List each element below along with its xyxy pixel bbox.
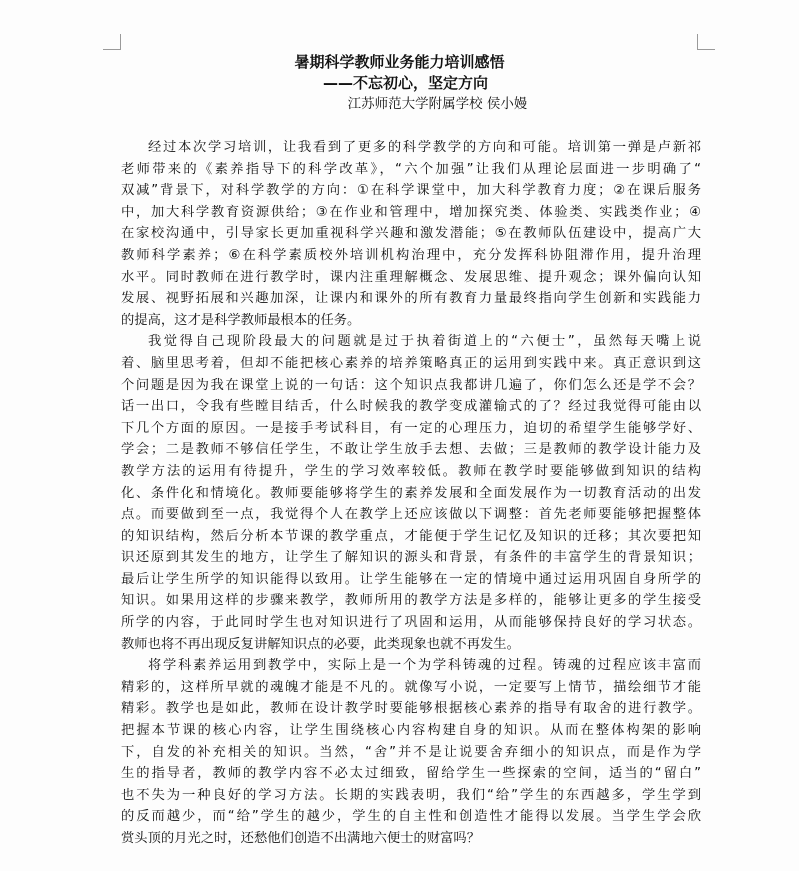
document-body bbox=[121, 137, 701, 850]
paragraph-line: 发展、视野拓展和兴趣加深，让课内和课外的所有教育力量最终指向学生创新和实践能力 bbox=[121, 291, 701, 307]
paragraph-line: 着、脑里思考着，但却不能把核心素养的培养策略真正的运用到实践中来。真正意识到这 bbox=[121, 355, 701, 371]
paragraph-line: 个问题是因为我在课堂上说的一句话：这个知识点我都讲几遍了，你们怎么还是学不会？ bbox=[121, 377, 701, 393]
paragraph-line: 的知识结构，然后分析本节课的教学重点，才能便于学生记忆及知识的迁移；其次要把知 bbox=[121, 528, 701, 544]
paragraph-line: 教师也将不再出现反复讲解知识点的必要，此类现象也就不再发生。 bbox=[121, 636, 520, 652]
paragraph-line: 教师科学素养；⑥在科学素质校外培训机构治理中，充分发挥科协阻滞作用，提升治理 bbox=[121, 247, 701, 263]
paragraph-line: 教学方法的运用有待提升，学生的学习效率较低。教师在教学时要能够做到知识的结构 bbox=[121, 463, 701, 479]
paragraph-line: 点。而要做到至一点，我觉得个人在教学上还应该做以下调整：首先老师要能够把握整体 bbox=[121, 507, 701, 523]
paragraph-line: 老师带来的《素养指导下的科学改革》，“六个加强”让我们从理论层面进一步明确了“ bbox=[121, 161, 701, 177]
paragraph-line: 中，加大科学教育资源供给；③在作业和管理中，增加探究类、体验类、实践类作业；④ bbox=[121, 204, 701, 220]
paragraph-line: 下，自发的补充相关的知识。当然，“舍”并不是让说要舍弃细小的知识点，而是作为学 bbox=[121, 744, 701, 760]
paragraph bbox=[121, 655, 701, 849]
paragraph-line: 也不失为一种良好的学习方法。长期的实践表明，我们“给”学生的东西越多，学生学到 bbox=[121, 787, 701, 803]
paragraph-line: 赏头顶的月光之时，还愁他们创造不出满地六便士的财富吗？ bbox=[121, 831, 481, 846]
crop-mark-top-right bbox=[697, 34, 715, 50]
paragraph-line: 在家校沟通中，引导家长更加重视科学兴趣和激发潜能；⑤在教师队伍建设中，提高广大 bbox=[121, 226, 701, 242]
paragraph-line: 所学的内容，于此同时学生也对知识进行了巩固和运用，从而能够保持良好的学习状态。 bbox=[121, 615, 701, 631]
paragraph-line: 把握本节课的核心内容，让学生围绕核心内容构建自身的知识。从而在整体构架的影响 bbox=[121, 723, 701, 739]
paragraph-line: 知识。如果用这样的步骤来教学，教师所用的教学方法是多样的，能够让更多的学生接受 bbox=[121, 593, 701, 609]
document-author: 江苏师范大学附属学校 侯小嫚 bbox=[347, 96, 528, 112]
paragraph-line: 化、条件化和情境化。教师要能够将学生的素养发展和全面发展作为一切教育活动的出发 bbox=[121, 485, 701, 501]
paragraph-line: 下几个方面的原因。一是接手考试科目，有一定的心理压力，迫切的希望学生能够学好、 bbox=[121, 420, 701, 436]
paragraph-line: 将学科素养运用到教学中，实际上是一个为学科铸魂的过程。铸魂的过程应该丰富而 bbox=[148, 658, 701, 674]
paragraph bbox=[121, 331, 701, 655]
paragraph-line: 精彩。教学也是如此，教师在设计教学时要能够根据核心素养的指导有取舍的进行教学。 bbox=[121, 701, 701, 717]
paragraph-line: 我觉得自己现阶段最大的问题就是过于执着街道上的“六便士”，虽然每天嘴上说 bbox=[148, 334, 701, 350]
paragraph-line: 生的指导者，教师的教学内容不必太过细致，留给学生一些探索的空间，适当的“留白” bbox=[121, 766, 701, 782]
crop-mark-top-left bbox=[103, 34, 121, 50]
paragraph-line: 识还原到其发生的地方，让学生了解知识的源头和背景，有条件的丰富学生的背景知识； bbox=[121, 550, 701, 566]
paragraph-line: 水平。同时教师在进行教学时，课内注重理解概念、发展思维、提升观念；课外偏向认知 bbox=[121, 269, 701, 285]
paragraph-line: 双减”背景下，对科学教学的方向：①在科学课堂中，加大科学教育力度；②在课后服务 bbox=[121, 183, 701, 199]
document-subtitle: ——不忘初心，坚定方向 bbox=[322, 74, 488, 92]
paragraph-line: 最后让学生所学的知识能得以致用。让学生能够在一定的情境中通过运用巩固自身所学的 bbox=[121, 571, 701, 587]
document-title: 暑期科学教师业务能力培训感悟 bbox=[294, 53, 505, 71]
paragraph-line: 的反而越少，而“给”学生的越少，学生的自主性和创造性才能得以发展。当学生学会欣 bbox=[121, 809, 701, 825]
paragraph-line: 经过本次学习培训，让我看到了更多的科学教学的方向和可能。培训第一弹是卢新祁 bbox=[148, 140, 701, 155]
paragraph bbox=[121, 137, 701, 331]
paragraph-line: 话一出口，令我有些瞠目结舌，什么时候我的教学变成灌输式的了？经过我觉得可能由以 bbox=[121, 399, 701, 415]
paragraph-line: 的提高，这才是科学教师最根本的任务。 bbox=[121, 312, 361, 328]
paragraph-line: 学会；二是教师不够信任学生，不敢让学生放手去想、去做；三是教师的教学设计能力及 bbox=[121, 442, 701, 458]
paragraph-line: 精彩的，这样所早就的魂魄才能是不凡的。就像写小说，一定要写上情节，描绘细节才能 bbox=[121, 679, 701, 695]
